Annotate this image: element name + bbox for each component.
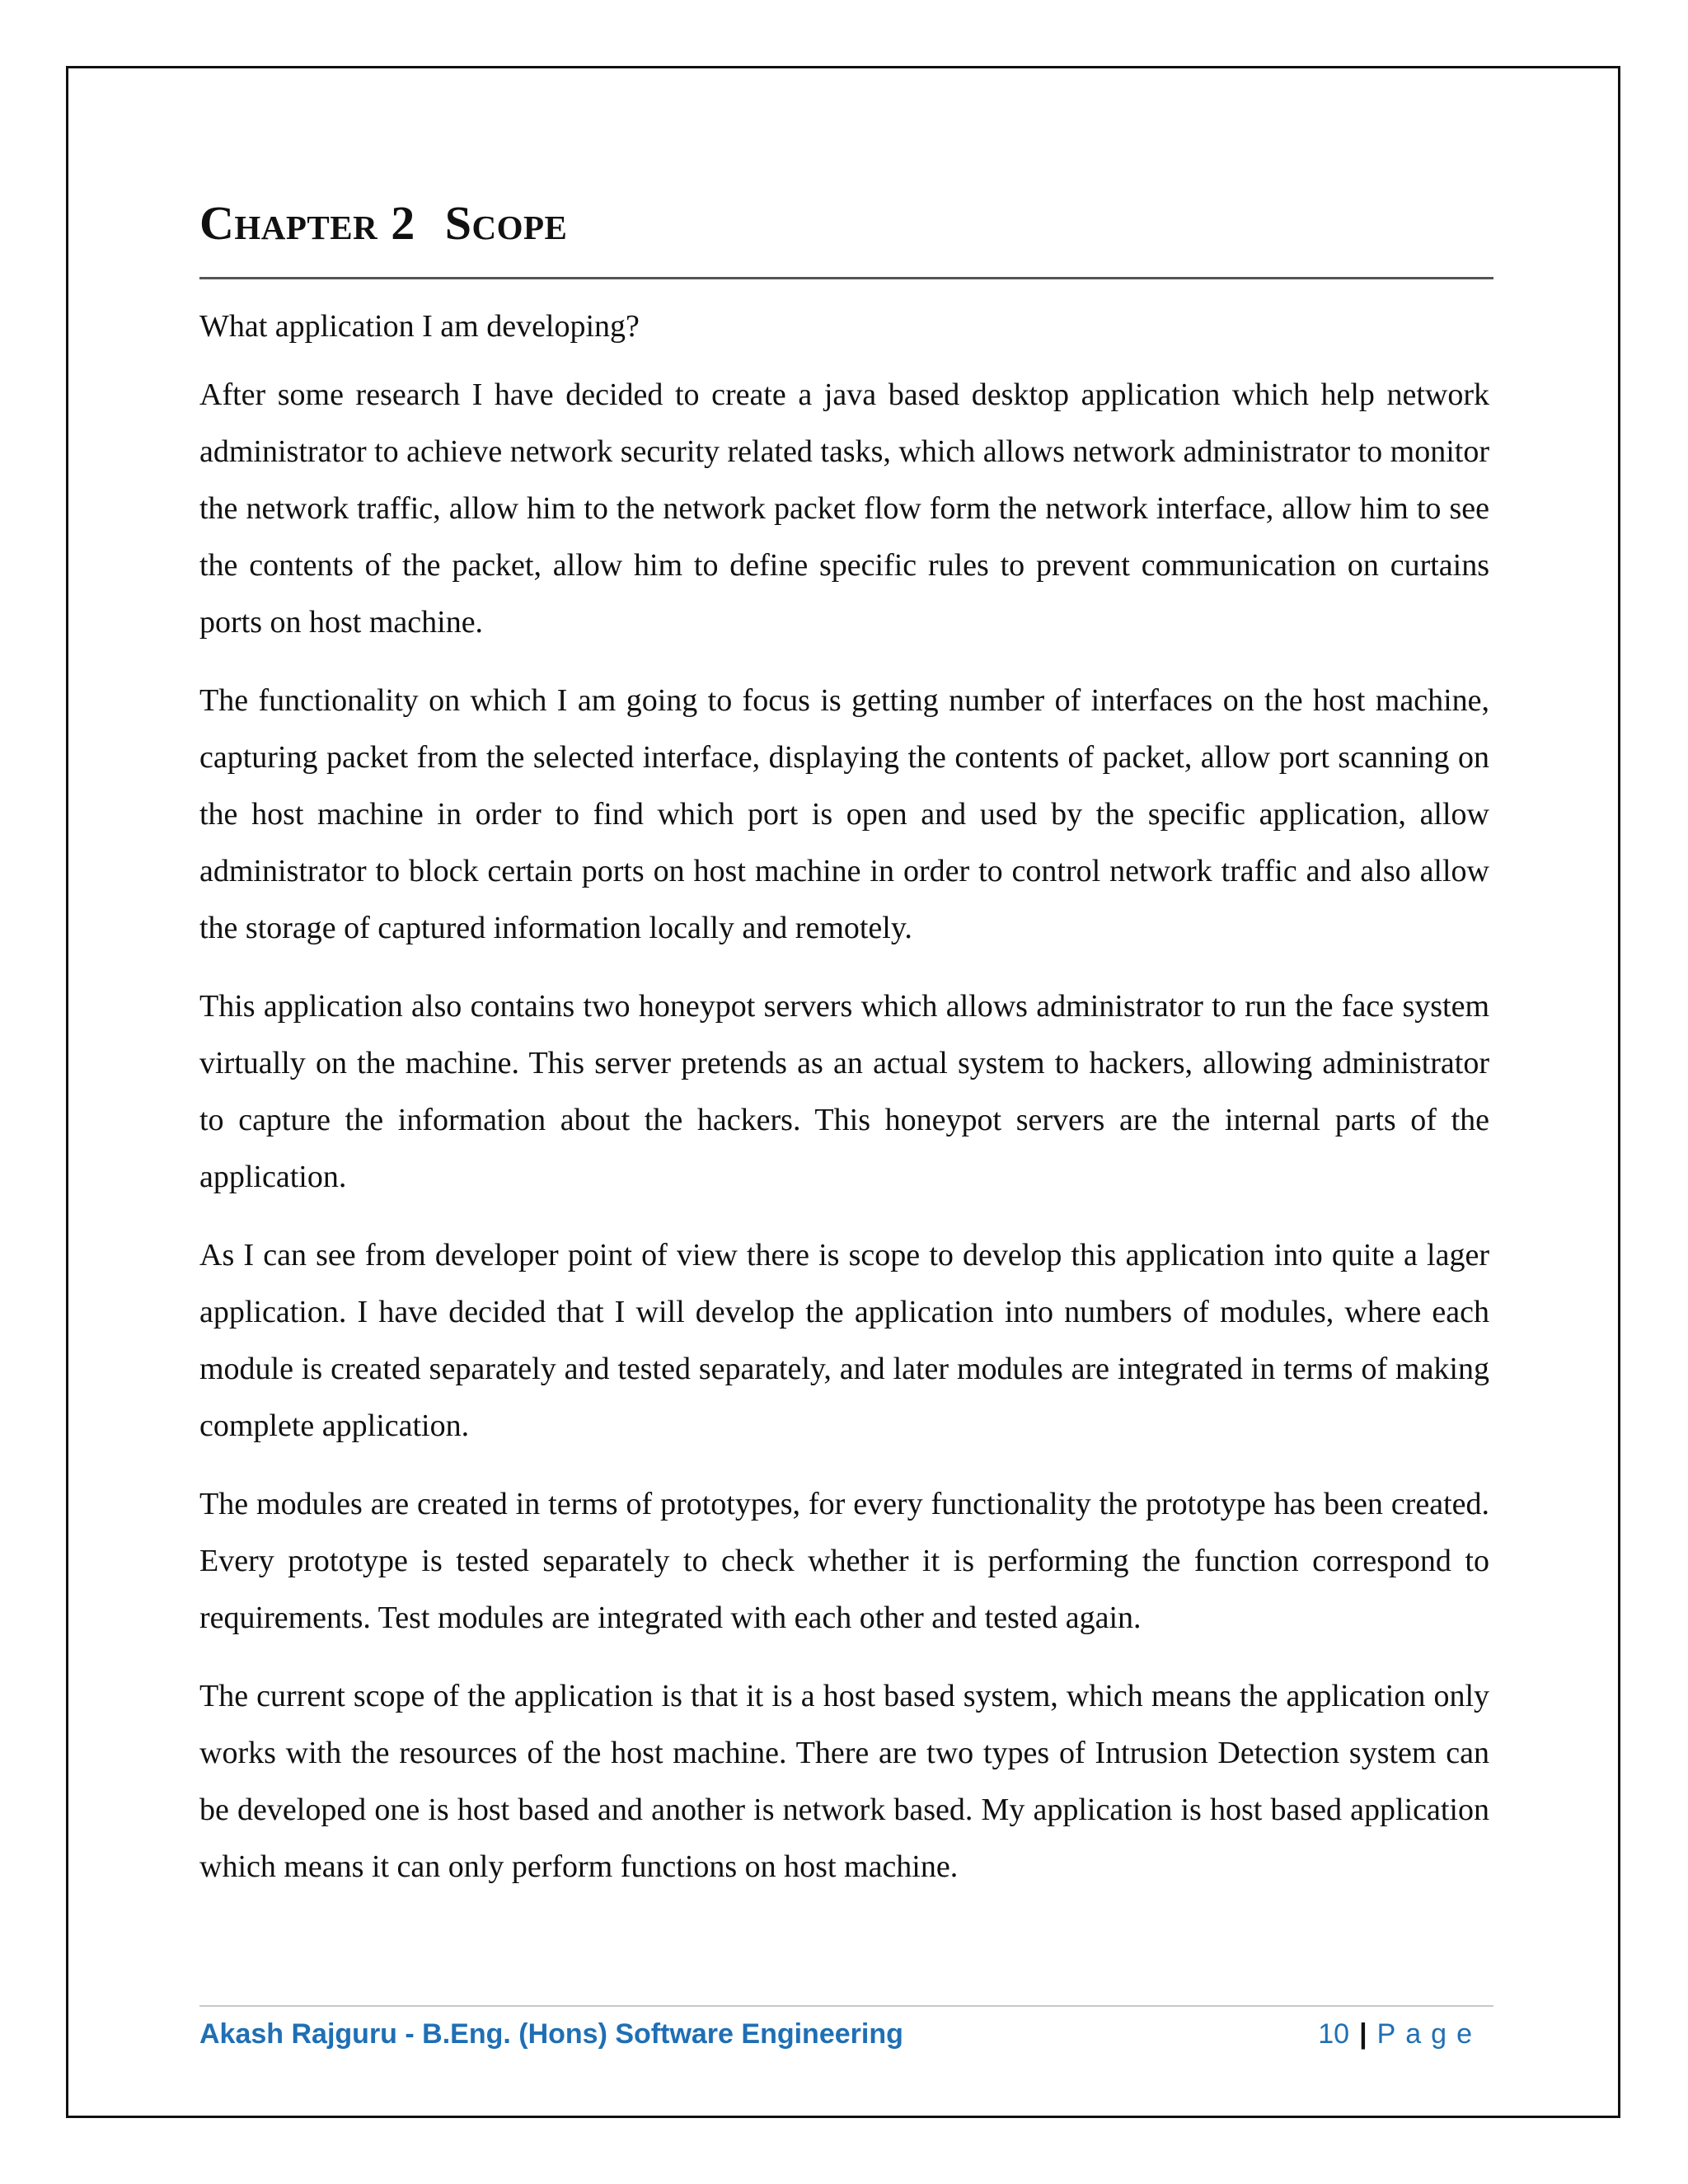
footer-author: Akash Rajguru - B.Eng. (Hons) Software Engineering [199, 2018, 903, 2050]
page-footer [199, 2009, 1493, 2059]
paragraph-5: The modules are created in terms of prototypes, for every functionality the prototype has been created. Every prototype is tested separately to check whether it is performing the function correspond to requirements. Test modules are integrated with each other and tested again. [199, 1486, 1489, 1635]
chapter-title: Scope [444, 196, 568, 250]
footer-divider [199, 2005, 1493, 2007]
heading-divider [199, 277, 1493, 279]
paragraph-4: As I can see from developer point of view there is scope to develop this application into quite a lager application. I have decided that I will develop the application into numbers of modules, where each module is created separately and tested separately, and later modules are integrated in terms of making complete application. [199, 1237, 1489, 1443]
page-content [199, 181, 1493, 1917]
footer-separator: | [1359, 2018, 1367, 2050]
paragraph-2: The functionality on which I am going to focus is getting number of interfaces on the host machine, capturing packet from the selected interface, displaying the contents of packet, allow port scanning on the host machine in order to find which port is open and used by the specific application, allow administrator to block certain ports on host machine in order to control network traffic and also allow the storage of captured information locally and remotely. [199, 682, 1489, 945]
paragraph-3: This application also contains two honeypot servers which allows administrator to run the face system virtually on the machine. This server pretends as an actual system to hackers, allowing administrator to capture the information about the hackers. This honeypot servers are the internal parts of the application. [199, 988, 1489, 1194]
paragraph-6: The current scope of the application is that it is a host based system, which means the application only works with the resources of the host machine. There are two types of Intrusion Detection system can be developed one is host based and another is network based. My application is host based application which means it can only perform functions on host machine. [199, 1678, 1489, 1884]
chapter-label: Chapter [199, 196, 378, 250]
paragraph-1: After some research I have decided to create a java based desktop application which help network administrator to achieve network security related tasks, which allows network administrator to monitor the network traffic, allow him to the network packet flow form the network interface, allow him to see the contents of the packet, allow him to define specific rules to prevent communication on curtains ports on host machine. [199, 377, 1489, 640]
footer-page-indicator [1318, 2009, 1482, 2059]
page-number: 10 [1318, 2018, 1350, 2050]
chapter-number: 2 [391, 196, 415, 250]
chapter-heading [199, 181, 1493, 252]
section-question: What application I am developing? [199, 308, 640, 344]
page-word: Page [1376, 2018, 1482, 2050]
